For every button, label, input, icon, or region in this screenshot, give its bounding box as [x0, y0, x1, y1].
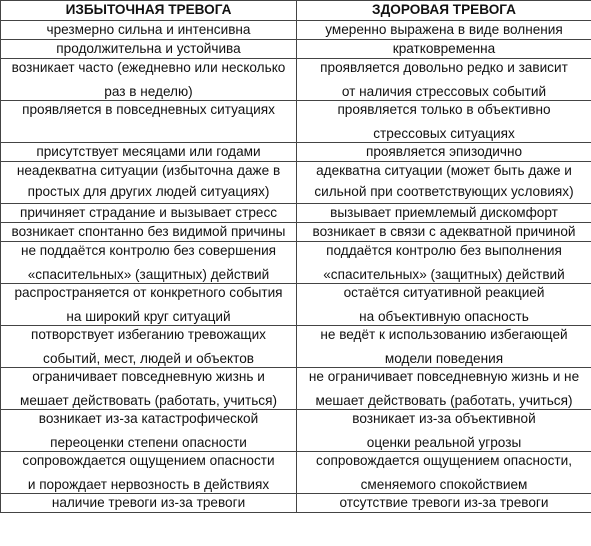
table-row — [1, 410, 591, 452]
table-cell — [1, 284, 297, 326]
cell-line: проявляется довольно редко и зависит — [320, 60, 568, 75]
table-cell — [297, 162, 591, 204]
cell-line: возникает часто (ежедневно или несколько — [11, 60, 286, 75]
table-cell — [297, 494, 591, 513]
cell-line: наличие тревоги из-за тревоги — [51, 495, 246, 510]
cell-line: проявляется только в объективно — [337, 102, 551, 117]
table-row — [1, 40, 591, 59]
cell-line: от наличия стрессовых событий — [341, 84, 547, 99]
cell-line: событий, мест, людей и объектов — [43, 351, 254, 366]
table-cell — [1, 326, 297, 368]
cell-line: продолжительна и устойчива — [56, 41, 241, 56]
table-cell — [1, 101, 297, 143]
cell-line: адекватна ситуации (может быть даже и — [316, 163, 572, 178]
cell-line: не поддаётся контролю без совершения — [20, 243, 277, 258]
table-cell — [297, 40, 591, 59]
cell-line: на широкий круг ситуаций — [66, 309, 231, 324]
cell-line: умеренно выражена в виде волнения — [325, 22, 563, 37]
table-row — [1, 162, 591, 204]
header-row — [1, 1, 591, 21]
cell-line: проявляется эпизодично — [365, 144, 523, 159]
table-cell — [297, 284, 591, 326]
cell-line: распространяется от конкретного события — [14, 285, 283, 300]
cell-line: проявляется в повседневных ситуациях — [22, 102, 275, 117]
cell-line: вызывает приемлемый дискомфорт — [330, 205, 558, 220]
table-cell — [297, 410, 591, 452]
cell-line: отсутствие тревоги из-за тревоги — [339, 495, 549, 510]
cell-line: потворствует избеганию тревожащих — [31, 327, 266, 342]
table-cell — [1, 162, 297, 204]
cell-line: на объективную опасность — [359, 309, 529, 324]
table-cell — [1, 242, 297, 284]
table-cell — [1, 223, 297, 242]
table-cell — [1, 40, 297, 59]
cell-line: сменяемого спокойствием — [360, 477, 528, 492]
cell-line: причиняет страдание и вызывает стресс — [19, 205, 278, 220]
cell-line: присутствует месяцами или годами — [36, 144, 261, 159]
cell-line: раз в неделю) — [104, 84, 193, 99]
cell-line: сопровождается ощущением опасности, — [316, 453, 572, 468]
table-row — [1, 242, 591, 284]
cell-line: стрессовых ситуациях — [373, 126, 515, 141]
table-cell — [297, 143, 591, 162]
table-header — [1, 1, 591, 21]
table-cell — [297, 368, 591, 410]
table-cell — [297, 204, 591, 223]
table-row — [1, 368, 591, 410]
cell-line: возникает из-за объективной — [352, 411, 536, 426]
cell-line: поддаётся контролю без выполнения — [326, 243, 562, 258]
table-row — [1, 143, 591, 162]
cell-line: сильной при соответствующих условиях) — [314, 184, 574, 199]
column-header-healthy-anxiety: ЗДОРОВАЯ ТРЕВОГА — [297, 1, 591, 21]
table-cell — [1, 410, 297, 452]
table-cell — [1, 143, 297, 162]
table-row — [1, 494, 591, 513]
cell-line: сопровождается ощущением опасности — [22, 453, 275, 468]
table-cell — [1, 21, 297, 40]
table-row — [1, 21, 591, 40]
table-cell — [1, 59, 297, 101]
table-cell — [1, 452, 297, 494]
table-cell — [1, 494, 297, 513]
table-cell — [1, 204, 297, 223]
cell-line: не ограничивает повседневную жизнь и не — [308, 369, 580, 384]
table-row — [1, 452, 591, 494]
cell-line: возникает из-за катастрофической — [38, 411, 259, 426]
cell-line: неадекватна ситуации (избыточна даже в — [16, 163, 281, 178]
table-cell — [297, 223, 591, 242]
cell-line: переоценки степени опасности — [50, 435, 247, 450]
cell-line: не ведёт к использованию избегающей — [320, 327, 568, 342]
cell-line: остаётся ситуативной реакцией — [343, 285, 545, 300]
cell-line: мешает действовать (работать, учиться) — [315, 393, 573, 408]
cell-line: мешает действовать (работать, учиться) — [20, 393, 277, 408]
cell-line: модели поведения — [384, 351, 504, 366]
table-row — [1, 204, 591, 223]
table-cell — [297, 101, 591, 143]
table-row — [1, 101, 591, 143]
cell-line: ограничивает повседневную жизнь и — [32, 369, 265, 384]
cell-line: «спасительных» (защитных) действий — [323, 267, 565, 282]
table-cell — [297, 452, 591, 494]
cell-line: «спасительных» (защитных) действий — [27, 267, 270, 282]
table-cell — [297, 21, 591, 40]
column-header-excessive-anxiety: ИЗБЫТОЧНАЯ ТРЕВОГА — [1, 1, 297, 21]
table-row — [1, 59, 591, 101]
cell-line: возникает в связи с адекватной причиной — [312, 224, 576, 239]
table-row — [1, 223, 591, 242]
table-cell — [1, 368, 297, 410]
table-cell — [297, 242, 591, 284]
cell-line: оценки реальной угрозы — [366, 435, 522, 450]
cell-line: возникает спонтанно без видимой причины — [11, 224, 286, 239]
cell-line: простых для других людей ситуациях) — [27, 184, 270, 199]
table-row — [1, 326, 591, 368]
table-body — [1, 21, 591, 513]
table-cell — [297, 59, 591, 101]
cell-line: кратковременна — [392, 41, 496, 56]
table-cell — [297, 326, 591, 368]
table-row — [1, 284, 591, 326]
cell-line: и порождает нервозность в действиях — [27, 477, 270, 492]
cell-line: чрезмерно сильна и интенсивна — [46, 22, 251, 37]
